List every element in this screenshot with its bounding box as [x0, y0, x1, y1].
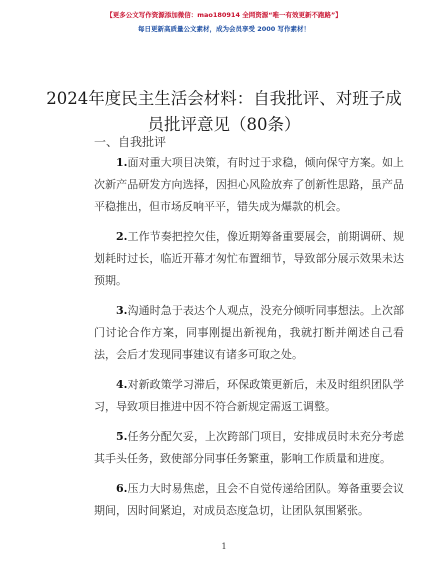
promo-banner-line-1: 【更多公文写作资源添加微信：mao180914 全网资源“唯一有效更新不跑路”】 [106, 11, 342, 19]
list-item [94, 300, 404, 366]
document-body [94, 152, 404, 530]
item-number: 3. [116, 304, 128, 317]
item-text: 任务分配欠妥，上次跨部门项目，安排成员时未充分考虑其手头任务，致使部分同事任务繁重，影响工作质量和进度。 [94, 430, 404, 465]
page-number: 1 [221, 542, 227, 551]
document-title: 2024年度民主生活会材料：自我批评、对班子成员批评意见（80条） [46, 89, 402, 134]
item-number: 2. [116, 230, 128, 243]
item-text: 对新政策学习滞后，环保政策更新后，未及时组织团队学习，导致项目推进中因不符合新规定需返工调整。 [94, 378, 404, 413]
promo-banner-line-2: 每日更新高质量公文素材，成为会员享受 2000 写作素材！ [137, 25, 311, 33]
item-text: 沟通时急于表达个人观点，没充分倾听同事想法。上次部门讨论合作方案，同事刚提出新视角，我就打断并阐述自己看法，会后才发现同事建议有诸多可取之处。 [94, 304, 404, 361]
item-text: 压力大时易焦虑，且会不自觉传递给团队。筹备重要会议期间，因时间紧迫，对成员态度急切，让团队氛围紧张。 [94, 482, 404, 517]
item-number: 6. [116, 482, 128, 495]
list-item [94, 478, 404, 522]
list-item [94, 226, 404, 292]
list-item [94, 374, 404, 418]
item-number: 5. [116, 430, 128, 443]
promo-banner [60, 10, 388, 48]
item-text: 面对重大项目决策，有时过于求稳，倾向保守方案。如上次新产品研发方向选择，因担心风险放弃了创新性思路，虽产品平稳推出，但市场反响平平，错失成为爆款的机会。 [94, 156, 404, 213]
list-item [94, 426, 404, 470]
item-text: 工作节奏把控欠佳，像近期筹备重要展会，前期调研、规划耗时过长，临近开幕才匆忙布置细节，导致部分展示效果未达预期。 [94, 230, 404, 287]
item-number: 4. [116, 378, 128, 391]
item-number: 1. [116, 156, 128, 169]
section-heading: 一、自我批评 [94, 135, 167, 149]
list-item [94, 152, 404, 218]
